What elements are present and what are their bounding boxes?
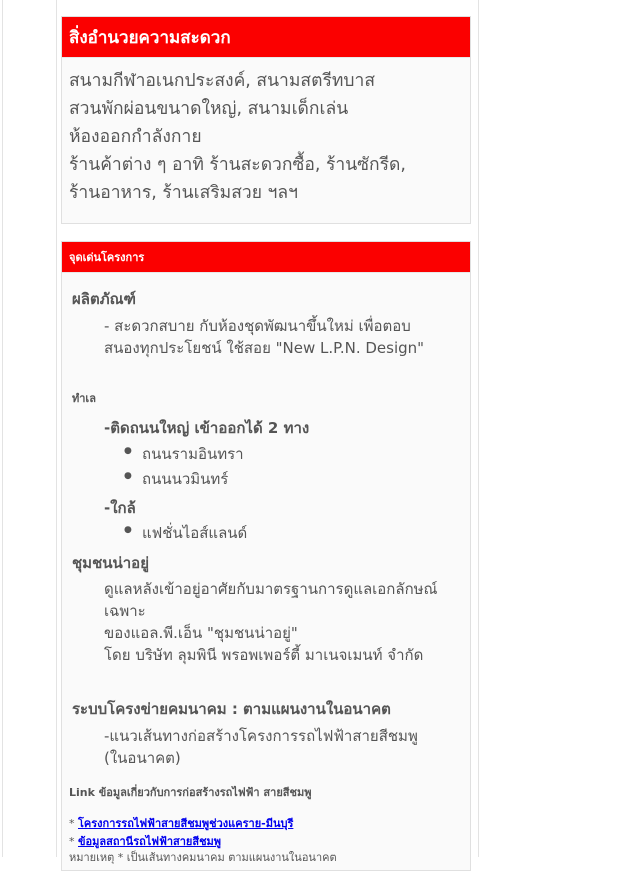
pink-line-stations-link[interactable]: ข้อมูลสถานีรถไฟฟ้าสายสีชมพู — [78, 835, 222, 848]
community-heading: ชุมชนน่าอยู่ — [72, 554, 149, 572]
product-line: - สะดวกสบาย กับห้องชุดพัฒนาขึ้นใหม่ เพื่อตอบ — [104, 317, 411, 335]
road-access-text: -ติดถนนใหญ่ เข้าออกได้ 2 ทาง — [104, 419, 310, 437]
link-row — [69, 812, 293, 832]
community-line: ของแอล.พี.เอ็น "ชุมชนน่าอยู่" — [104, 624, 298, 642]
content-left-border — [56, 0, 57, 857]
amenities-panel — [61, 16, 471, 224]
product-line: สนองทุกประโยชน์ ใช้สอย "New L.P.N. Design" — [104, 339, 425, 357]
link-bullet: * — [69, 817, 78, 830]
near-label: -ใกล้ — [104, 499, 136, 517]
road-list-item: ● ถนนนวมินทร์ — [142, 467, 228, 491]
link-bullet: * — [69, 835, 78, 848]
link-row — [69, 830, 221, 850]
highlights-panel — [61, 241, 471, 871]
amenity-line: ร้านอาหาร, ร้านเสริมสวย ฯลฯ — [69, 183, 298, 203]
amenities-list — [62, 58, 470, 207]
product-heading: ผลิตภัณฑ์ — [72, 290, 136, 308]
location-heading: ทำเล — [72, 392, 96, 405]
transport-heading: ระบบโครงข่ายคมนาคม : ตามแผนงานในอนาคต — [72, 700, 391, 718]
amenity-line: สนามกีฬาอเนกประสงค์, สนามสตรีทบาส — [69, 71, 376, 91]
pink-line-project-link[interactable]: โครงการรถไฟฟ้าสายสีชมพูช่วงแคราย-มีนบุรี — [78, 817, 294, 830]
road-list-item: ● ถนนรามอินทรา — [142, 442, 244, 466]
amenity-line: สวนพักผ่อนขนาดใหญ่, สนามเด็กเล่น — [69, 99, 349, 119]
community-line: ดูแลหลังเข้าอยู่อาศัยกับมาตรฐานการดูแลเอกลักษณ์ — [104, 580, 438, 598]
transport-line: (ในอนาคต) — [104, 749, 181, 767]
amenities-header: สิ่งอำนวยความสะดวก — [62, 17, 470, 58]
links-heading: Link ข้อมูลเกี่ยวกับการก่อสร้างรถไฟฟ้า สายสีชมพู — [69, 786, 312, 799]
near-list-item: ● แฟชั่นไอส์แลนด์ — [142, 521, 247, 545]
amenity-line: ร้านค้าต่าง ๆ อาทิ ร้านสะดวกซื้อ, ร้านซักรีด, — [69, 155, 406, 175]
transport-line: -แนวเส้นทางก่อสร้างโครงการรถไฟฟ้าสายสีชมพู — [104, 727, 418, 745]
left-gutter-line — [2, 0, 3, 857]
community-line: เฉพาะ — [104, 602, 146, 620]
amenity-line: ห้องออกกำลังกาย — [69, 127, 202, 147]
community-line: โดย บริษัท ลุมพินี พรอพเพอร์ตี้ มาเนจเมนท์ จำกัด — [104, 646, 424, 664]
highlights-header: จุดเด่นโครงการ — [62, 242, 470, 273]
content-right-border — [478, 0, 479, 857]
links-note: หมายเหตุ * เป็นเส้นทางคมนาคม ตามแผนงานในอนาคต — [69, 851, 337, 864]
